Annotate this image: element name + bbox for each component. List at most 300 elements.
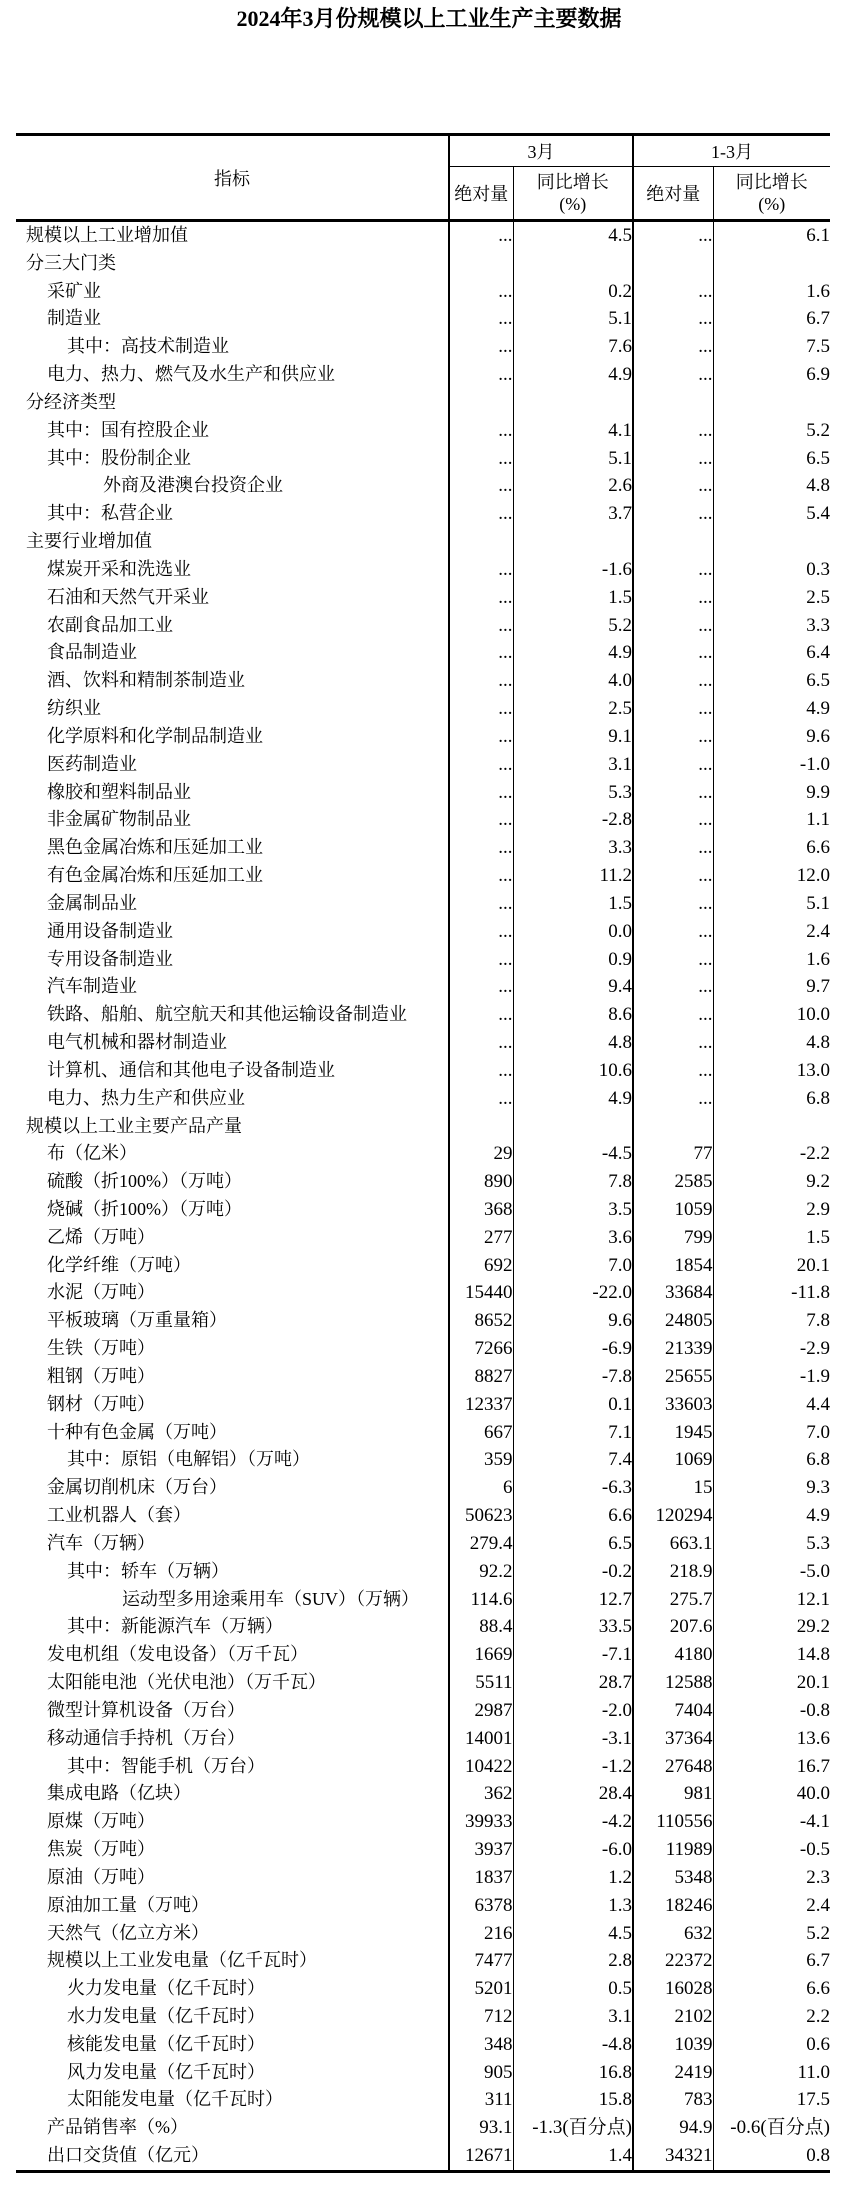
cum-yoy-cell: 6.5	[713, 445, 830, 473]
indicator-cell: 分三大门类	[26, 252, 116, 273]
cum-absolute-cell: 799	[633, 1224, 713, 1252]
march-yoy-cell: 3.5	[513, 1196, 633, 1224]
table-row	[16, 1697, 830, 1725]
march-yoy-cell: 33.5	[513, 1613, 633, 1641]
march-yoy-cell: 4.9	[513, 639, 633, 667]
cum-yoy-cell: 7.0	[713, 1419, 830, 1447]
march-yoy-cell: 1.2	[513, 1864, 633, 1892]
march-yoy-cell: 1.4	[513, 2142, 633, 2171]
table-row	[16, 221, 830, 250]
cum-yoy-cell: 11.0	[713, 2059, 830, 2087]
cum-absolute-cell: 110556	[633, 1808, 713, 1836]
march-absolute-cell: ...	[449, 639, 513, 667]
march-absolute-cell: 39933	[449, 1808, 513, 1836]
march-absolute-cell: 667	[449, 1419, 513, 1447]
cum-absolute-cell: ...	[633, 973, 713, 1001]
cum-yoy-cell: 6.7	[713, 1947, 830, 1975]
cum-absolute-cell: ...	[633, 946, 713, 974]
cum-yoy-cell: 2.2	[713, 2003, 830, 2031]
march-yoy-cell: 4.8	[513, 1029, 633, 1057]
cum-yoy-cell: 6.5	[713, 667, 830, 695]
march-yoy-cell: 3.3	[513, 834, 633, 862]
table-row	[16, 2003, 830, 2031]
cum-absolute-cell: 218.9	[633, 1558, 713, 1586]
indicator-cell: 规模以上工业主要产品产量	[26, 1115, 242, 1136]
cum-absolute-cell: 25655	[633, 1363, 713, 1391]
indicator-cell: 规模以上工业增加值	[26, 225, 188, 245]
cum-absolute-cell: 1059	[633, 1196, 713, 1224]
table-row	[16, 361, 830, 389]
table-row	[16, 751, 830, 779]
table-row	[16, 1029, 830, 1057]
cum-absolute-cell: 783	[633, 2086, 713, 2114]
march-absolute-cell: ...	[449, 445, 513, 473]
indicator-cell: 化学原料和化学制品制造业	[47, 725, 263, 746]
march-absolute-cell: ...	[449, 1001, 513, 1029]
table-row	[16, 1224, 830, 1252]
cum-absolute-cell: 33603	[633, 1391, 713, 1419]
table-row	[16, 1252, 830, 1280]
cum-absolute-cell: 1945	[633, 1419, 713, 1447]
cum-absolute-cell: ...	[633, 779, 713, 807]
march-absolute-cell: ...	[449, 278, 513, 306]
cum-yoy-cell	[713, 528, 830, 556]
table-row	[16, 2086, 830, 2114]
cum-absolute-cell: ...	[633, 333, 713, 361]
cum-yoy-cell: 2.4	[713, 1892, 830, 1920]
indicator-cell: 工业机器人（套）	[47, 1505, 191, 1526]
march-yoy-cell	[513, 1113, 633, 1141]
cum-yoy-cell: 7.8	[713, 1307, 830, 1335]
table-row	[16, 528, 830, 556]
march-absolute-cell	[449, 528, 513, 556]
march-yoy-cell: 4.1	[513, 417, 633, 445]
cum-absolute-cell: 12588	[633, 1669, 713, 1697]
cum-yoy-cell: 6.6	[713, 834, 830, 862]
cum-yoy-cell: -2.2	[713, 1140, 830, 1168]
cum-absolute-cell: 27648	[633, 1753, 713, 1781]
march-absolute-cell: ...	[449, 973, 513, 1001]
cum-yoy-cell: 0.6	[713, 2031, 830, 2059]
cum-absolute-cell: ...	[633, 1001, 713, 1029]
cum-yoy-cell: -2.9	[713, 1335, 830, 1363]
march-absolute-cell: 359	[449, 1446, 513, 1474]
indicator-cell: 分经济类型	[26, 391, 116, 412]
cum-yoy-cell: 6.1	[713, 221, 830, 250]
cum-absolute-cell: ...	[633, 472, 713, 500]
march-absolute-cell: ...	[449, 556, 513, 584]
march-absolute-cell: 311	[449, 2086, 513, 2114]
cum-absolute-cell: 2585	[633, 1168, 713, 1196]
indicator-cell: 十种有色金属（万吨）	[47, 1421, 227, 1442]
cum-absolute-cell: ...	[633, 361, 713, 389]
table-row	[16, 305, 830, 333]
cum-absolute-cell: 1854	[633, 1252, 713, 1280]
march-yoy-cell: 0.1	[513, 1391, 633, 1419]
cum-absolute-cell	[633, 528, 713, 556]
cum-yoy-cell: 9.2	[713, 1168, 830, 1196]
march-yoy-cell: 4.9	[513, 361, 633, 389]
page-title: 2024年3月份规模以上工业生产主要数据	[236, 6, 622, 31]
table-row	[16, 806, 830, 834]
indicator-cell: 核能发电量（亿千瓦时）	[67, 2033, 265, 2054]
indicator-cell: 水泥（万吨）	[47, 1282, 155, 1303]
indicator-cell: 其中：国有控股企业	[47, 419, 209, 440]
cum-yoy-cell	[713, 250, 830, 278]
indicator-cell: 化学纤维（万吨）	[47, 1254, 191, 1275]
indicator-cell: 主要行业增加值	[26, 531, 152, 552]
header-yoy-label: 同比增长	[735, 172, 808, 192]
table-row	[16, 639, 830, 667]
table-row	[16, 1363, 830, 1391]
table-row	[16, 890, 830, 918]
table-row	[16, 1947, 830, 1975]
cum-yoy-cell: 4.9	[713, 1502, 830, 1530]
cum-absolute-cell	[633, 1113, 713, 1141]
table-row	[16, 946, 830, 974]
cum-yoy-cell: 29.2	[713, 1613, 830, 1641]
table-row	[16, 667, 830, 695]
header-yoy-label: 同比增长	[536, 172, 609, 192]
cum-absolute-cell: 94.9	[633, 2114, 713, 2142]
cum-yoy-cell: -0.6(百分点)	[713, 2114, 830, 2142]
march-yoy-cell: 7.1	[513, 1419, 633, 1447]
indicator-cell: 铁路、船舶、航空航天和其他运输设备制造业	[47, 1004, 407, 1025]
cum-yoy-cell: -5.0	[713, 1558, 830, 1586]
indicator-cell: 焦炭（万吨）	[47, 1839, 155, 1860]
table-row	[16, 2142, 830, 2171]
march-absolute-cell: 6	[449, 1474, 513, 1502]
indicator-cell: 火力发电量（亿千瓦时）	[67, 1978, 265, 1999]
march-yoy-cell: -7.1	[513, 1641, 633, 1669]
cum-yoy-cell: 20.1	[713, 1669, 830, 1697]
industrial-stats-table	[16, 133, 830, 2173]
header-group-row	[16, 135, 830, 167]
march-yoy-cell: -2.8	[513, 806, 633, 834]
indicator-cell: 水力发电量（亿千瓦时）	[67, 2006, 265, 2026]
indicator-cell: 酒、饮料和精制茶制造业	[47, 670, 245, 691]
cum-absolute-cell: ...	[633, 221, 713, 250]
indicator-cell: 生铁（万吨）	[47, 1338, 155, 1359]
march-absolute-cell: ...	[449, 862, 513, 890]
cum-absolute-cell: ...	[633, 417, 713, 445]
indicator-cell: 电力、热力生产和供应业	[47, 1087, 245, 1108]
cum-yoy-cell: -4.1	[713, 1808, 830, 1836]
cum-absolute-cell: 18246	[633, 1892, 713, 1920]
march-absolute-cell	[449, 250, 513, 278]
table-row	[16, 389, 830, 417]
march-yoy-cell: 5.3	[513, 779, 633, 807]
indicator-cell: 乙烯（万吨）	[47, 1226, 155, 1247]
march-yoy-cell: 1.5	[513, 890, 633, 918]
cum-yoy-cell: -0.8	[713, 1697, 830, 1725]
cum-yoy-cell: 1.6	[713, 278, 830, 306]
indicator-cell: 外商及港澳台投资企业	[103, 475, 283, 496]
table-row	[16, 1725, 830, 1753]
cum-absolute-cell: ...	[633, 1029, 713, 1057]
header-cum-absolute: 绝对量	[633, 167, 713, 221]
cum-yoy-cell: 16.7	[713, 1753, 830, 1781]
march-absolute-cell: 890	[449, 1168, 513, 1196]
march-absolute-cell: ...	[449, 667, 513, 695]
indicator-cell: 原油（万吨）	[47, 1866, 155, 1887]
table-row	[16, 1586, 830, 1614]
cum-absolute-cell: 15	[633, 1474, 713, 1502]
march-yoy-cell: 7.0	[513, 1252, 633, 1280]
table-row	[16, 1502, 830, 1530]
cum-absolute-cell: 1069	[633, 1446, 713, 1474]
march-absolute-cell: 93.1	[449, 2114, 513, 2142]
march-absolute-cell	[449, 1113, 513, 1141]
indicator-cell: 集成电路（亿块）	[47, 1783, 191, 1804]
march-absolute-cell: 1837	[449, 1864, 513, 1892]
cum-yoy-cell: 2.4	[713, 918, 830, 946]
march-absolute-cell: 5511	[449, 1669, 513, 1697]
cum-absolute-cell: 4180	[633, 1641, 713, 1669]
march-yoy-cell: 7.6	[513, 333, 633, 361]
header-march-yoy	[513, 167, 633, 221]
cum-absolute-cell	[633, 250, 713, 278]
table-row	[16, 2114, 830, 2142]
cum-absolute-cell: 34321	[633, 2142, 713, 2171]
table-row	[16, 1001, 830, 1029]
cum-yoy-cell: 14.8	[713, 1641, 830, 1669]
march-absolute-cell: 7266	[449, 1335, 513, 1363]
march-absolute-cell: ...	[449, 221, 513, 250]
indicator-cell: 橡胶和塑料制品业	[47, 781, 191, 802]
cum-yoy-cell: 4.4	[713, 1391, 830, 1419]
table-row	[16, 1168, 830, 1196]
march-absolute-cell: ...	[449, 1029, 513, 1057]
march-absolute-cell: ...	[449, 361, 513, 389]
table-row	[16, 1196, 830, 1224]
march-yoy-cell: -1.6	[513, 556, 633, 584]
march-yoy-cell: 3.7	[513, 500, 633, 528]
march-yoy-cell	[513, 528, 633, 556]
cum-absolute-cell: 663.1	[633, 1530, 713, 1558]
header-yoy-unit: (%)	[758, 194, 786, 214]
indicator-cell: 运动型多用途乘用车（SUV）（万辆）	[122, 1588, 420, 1609]
cum-absolute-cell: ...	[633, 639, 713, 667]
table-row	[16, 695, 830, 723]
march-yoy-cell: 2.5	[513, 695, 633, 723]
march-absolute-cell: 8827	[449, 1363, 513, 1391]
march-absolute-cell: 15440	[449, 1279, 513, 1307]
cum-absolute-cell: 1039	[633, 2031, 713, 2059]
table-row	[16, 250, 830, 278]
table-row	[16, 1780, 830, 1808]
indicator-cell: 移动通信手持机（万台）	[47, 1727, 245, 1748]
cum-absolute-cell: ...	[633, 500, 713, 528]
table-row	[16, 1864, 830, 1892]
march-yoy-cell: -0.2	[513, 1558, 633, 1586]
march-yoy-cell	[513, 389, 633, 417]
cum-absolute-cell: 11989	[633, 1836, 713, 1864]
indicator-cell: 计算机、通信和其他电子设备制造业	[47, 1059, 335, 1080]
march-yoy-cell: 1.3	[513, 1892, 633, 1920]
cum-yoy-cell: 0.8	[713, 2142, 830, 2171]
indicator-cell: 食品制造业	[47, 642, 137, 663]
march-absolute-cell: 2987	[449, 1697, 513, 1725]
march-absolute-cell: ...	[449, 751, 513, 779]
march-absolute-cell: ...	[449, 305, 513, 333]
table-row	[16, 918, 830, 946]
indicator-cell: 汽车制造业	[47, 976, 137, 997]
march-absolute-cell: ...	[449, 584, 513, 612]
march-yoy-cell: -4.8	[513, 2031, 633, 2059]
table-row	[16, 1446, 830, 1474]
table-row	[16, 1085, 830, 1113]
indicator-cell: 其中：新能源汽车（万辆）	[67, 1616, 283, 1637]
march-absolute-cell: ...	[449, 723, 513, 751]
march-absolute-cell: 368	[449, 1196, 513, 1224]
cum-absolute-cell: 33684	[633, 1279, 713, 1307]
table-row	[16, 1920, 830, 1948]
table-row	[16, 862, 830, 890]
cum-absolute-cell: ...	[633, 305, 713, 333]
cum-yoy-cell: 13.0	[713, 1057, 830, 1085]
march-yoy-cell: 5.1	[513, 445, 633, 473]
cum-absolute-cell: ...	[633, 445, 713, 473]
cum-yoy-cell	[713, 1113, 830, 1141]
indicator-cell: 电力、热力、燃气及水生产和供应业	[47, 364, 335, 385]
indicator-cell: 电气机械和器材制造业	[47, 1032, 227, 1053]
table-row	[16, 1558, 830, 1586]
cum-absolute-cell: ...	[633, 806, 713, 834]
cum-yoy-cell: 5.2	[713, 1920, 830, 1948]
cum-yoy-cell: 17.5	[713, 2086, 830, 2114]
cum-absolute-cell: ...	[633, 834, 713, 862]
indicator-cell: 烧碱（折100%）（万吨）	[47, 1198, 242, 1219]
march-absolute-cell: ...	[449, 472, 513, 500]
table-row	[16, 1279, 830, 1307]
indicator-cell: 其中：智能手机（万台）	[67, 1755, 265, 1776]
march-yoy-cell: 8.6	[513, 1001, 633, 1029]
march-yoy-cell: 15.8	[513, 2086, 633, 2114]
march-absolute-cell: ...	[449, 333, 513, 361]
table-row	[16, 500, 830, 528]
table-row	[16, 445, 830, 473]
indicator-cell: 风力发电量（亿千瓦时）	[67, 2061, 265, 2082]
march-yoy-cell: 5.2	[513, 612, 633, 640]
indicator-cell: 非金属矿物制品业	[47, 809, 191, 830]
cum-yoy-cell: 40.0	[713, 1780, 830, 1808]
march-absolute-cell: ...	[449, 806, 513, 834]
header-march: 3月	[449, 135, 633, 167]
march-absolute-cell: 6378	[449, 1892, 513, 1920]
march-absolute-cell: 10422	[449, 1753, 513, 1781]
march-yoy-cell: 0.5	[513, 1975, 633, 2003]
march-yoy-cell: 3.1	[513, 2003, 633, 2031]
indicator-cell: 天然气（亿立方米）	[47, 1922, 209, 1943]
table-row	[16, 1140, 830, 1168]
march-absolute-cell: 7477	[449, 1947, 513, 1975]
cum-absolute-cell: 2102	[633, 2003, 713, 2031]
indicator-cell: 规模以上工业发电量（亿千瓦时）	[47, 1950, 317, 1971]
march-absolute-cell: ...	[449, 612, 513, 640]
cum-absolute-cell	[633, 389, 713, 417]
march-yoy-cell: -4.5	[513, 1140, 633, 1168]
indicator-cell: 其中：原铝（电解铝）（万吨）	[67, 1449, 310, 1470]
march-yoy-cell: 28.4	[513, 1780, 633, 1808]
cum-yoy-cell: 2.3	[713, 1864, 830, 1892]
march-absolute-cell: 277	[449, 1224, 513, 1252]
indicator-cell: 其中：高技术制造业	[67, 336, 229, 357]
indicator-cell: 石油和天然气开采业	[47, 586, 209, 607]
cum-yoy-cell: 10.0	[713, 1001, 830, 1029]
march-yoy-cell: 9.1	[513, 723, 633, 751]
cum-yoy-cell: 6.7	[713, 305, 830, 333]
indicator-cell: 太阳能发电量（亿千瓦时）	[67, 2089, 283, 2110]
indicator-cell: 专用设备制造业	[47, 948, 173, 969]
cum-absolute-cell: ...	[633, 918, 713, 946]
table-row	[16, 1808, 830, 1836]
march-yoy-cell: 7.8	[513, 1168, 633, 1196]
march-yoy-cell: 10.6	[513, 1057, 633, 1085]
march-yoy-cell: -3.1	[513, 1725, 633, 1753]
cum-yoy-cell: 12.1	[713, 1586, 830, 1614]
march-yoy-cell: 11.2	[513, 862, 633, 890]
indicator-cell: 汽车（万辆）	[47, 1532, 155, 1553]
cum-absolute-cell: ...	[633, 556, 713, 584]
march-absolute-cell: ...	[449, 918, 513, 946]
cum-absolute-cell: ...	[633, 695, 713, 723]
cum-yoy-cell: -0.5	[713, 1836, 830, 1864]
march-absolute-cell: 8652	[449, 1307, 513, 1335]
march-yoy-cell: -1.2	[513, 1753, 633, 1781]
march-absolute-cell: ...	[449, 946, 513, 974]
indicator-cell: 煤炭开采和洗选业	[47, 558, 191, 579]
march-absolute-cell: ...	[449, 1057, 513, 1085]
indicator-cell: 出口交货值（亿元）	[47, 2145, 209, 2166]
cum-absolute-cell: ...	[633, 584, 713, 612]
march-absolute-cell: 50623	[449, 1502, 513, 1530]
march-absolute-cell: 5201	[449, 1975, 513, 2003]
march-yoy-cell: -6.0	[513, 1836, 633, 1864]
table-row	[16, 1113, 830, 1141]
table-row	[16, 278, 830, 306]
indicator-cell: 制造业	[47, 308, 101, 329]
march-absolute-cell: 14001	[449, 1725, 513, 1753]
table-header	[16, 135, 830, 221]
cum-absolute-cell: 21339	[633, 1335, 713, 1363]
table-row	[16, 1057, 830, 1085]
indicator-cell: 金属切削机床（万台）	[47, 1477, 227, 1498]
cum-yoy-cell: 1.6	[713, 946, 830, 974]
cum-absolute-cell: ...	[633, 1085, 713, 1113]
march-yoy-cell: 6.5	[513, 1530, 633, 1558]
march-absolute-cell: 3937	[449, 1836, 513, 1864]
table-row	[16, 1641, 830, 1669]
table-row	[16, 1391, 830, 1419]
march-absolute-cell: ...	[449, 779, 513, 807]
cum-yoy-cell: -1.0	[713, 751, 830, 779]
table-row	[16, 1613, 830, 1641]
cum-yoy-cell: 4.9	[713, 695, 830, 723]
cum-yoy-cell: 9.7	[713, 973, 830, 1001]
cum-absolute-cell: 2419	[633, 2059, 713, 2087]
indicator-cell: 钢材（万吨）	[47, 1393, 155, 1414]
cum-absolute-cell: 632	[633, 1920, 713, 1948]
march-yoy-cell: 3.1	[513, 751, 633, 779]
cum-absolute-cell: 981	[633, 1780, 713, 1808]
header-indicator: 指标	[16, 135, 449, 221]
table-row	[16, 779, 830, 807]
cum-yoy-cell: -11.8	[713, 1279, 830, 1307]
table-row	[16, 723, 830, 751]
cum-yoy-cell: 6.4	[713, 639, 830, 667]
march-absolute-cell: 114.6	[449, 1586, 513, 1614]
